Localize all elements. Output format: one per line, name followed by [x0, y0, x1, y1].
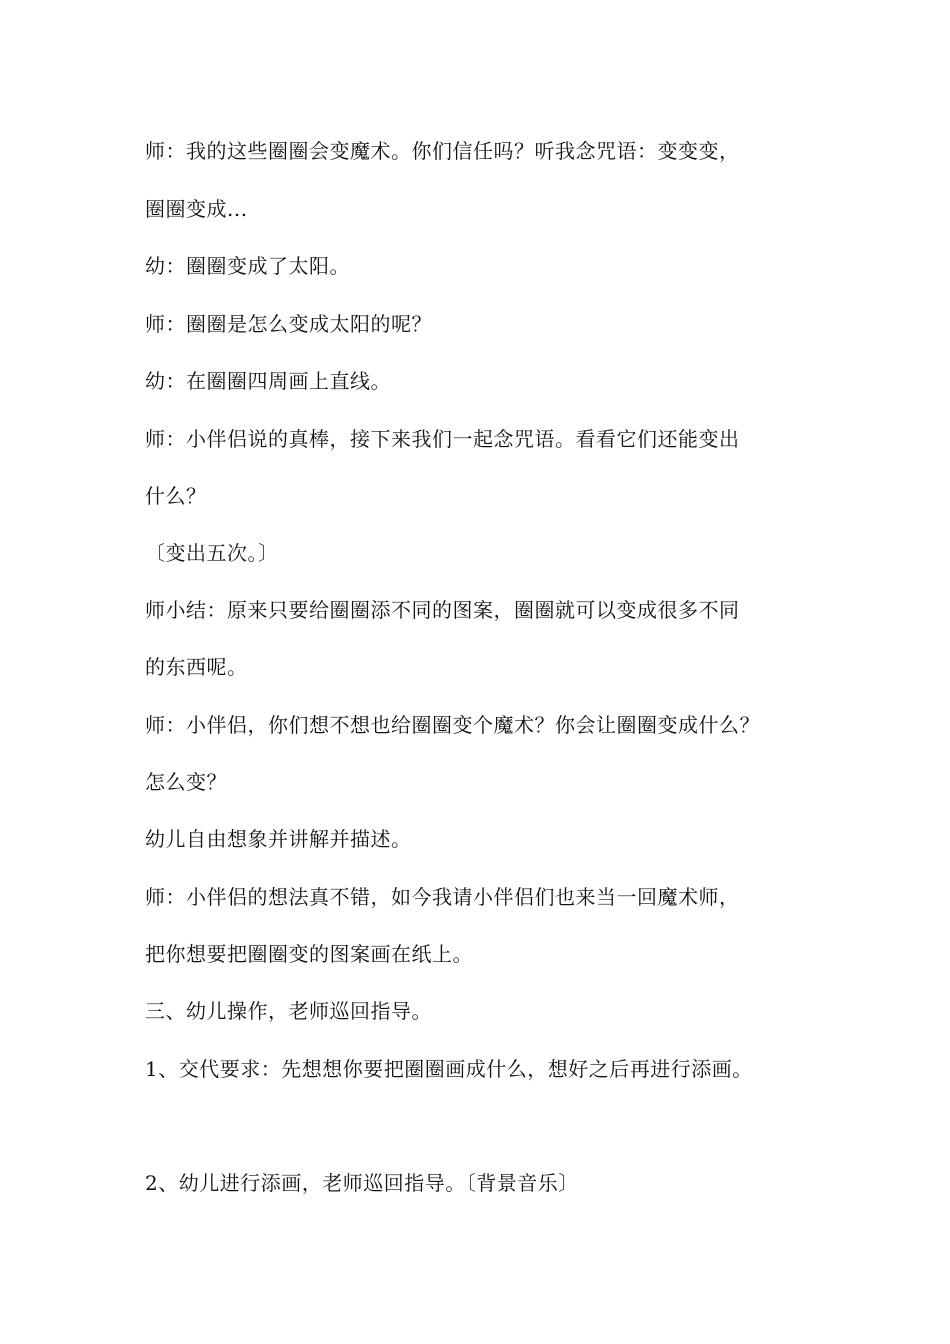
text-line: 1、交代要求：先想想你要把圈圈画成什么，想好之后再进行添画。: [145, 1057, 753, 1081]
text-line: 师：小伴侣的想法真不错，如今我请小伴侣们也来当一回魔术师，: [145, 885, 740, 909]
text-line: 怎么变？: [145, 770, 227, 794]
text-line: 什么？: [145, 484, 207, 508]
text-line: 圈圈变成...: [145, 197, 248, 221]
text-line: 幼儿自由想象并讲解并描述。: [145, 827, 412, 851]
text-line: 师：小伴侣说的真棒，接下来我们一起念咒语。看看它们还能变出: [145, 427, 740, 451]
text-line: 〔变出五次。〕: [145, 541, 279, 565]
text-line: 2、幼儿进行添画，老师巡回指导。〔背景音乐〕: [145, 1171, 579, 1195]
text-line: 幼：在圈圈四周画上直线。: [145, 369, 391, 393]
text-line: 师：我的这些圈圈会变魔术。你们信任吗？听我念咒语：变变变，: [145, 139, 740, 163]
text-line: 师小结：原来只要给圈圈添不同的图案，圈圈就可以变成很多不同: [145, 598, 740, 622]
text-line: 三、幼儿操作，老师巡回指导。: [145, 999, 432, 1023]
text-line: 把你想要把圈圈变的图案画在纸上。: [145, 942, 473, 966]
text-line: 师：小伴侣，你们想不想也给圈圈变个魔术？你会让圈圈变成什么？: [145, 713, 760, 737]
text-line: 幼：圈圈变成了太阳。: [145, 254, 350, 278]
text-line: 的东西呢。: [145, 655, 248, 679]
text-line: 师：圈圈是怎么变成太阳的呢？: [145, 312, 432, 336]
